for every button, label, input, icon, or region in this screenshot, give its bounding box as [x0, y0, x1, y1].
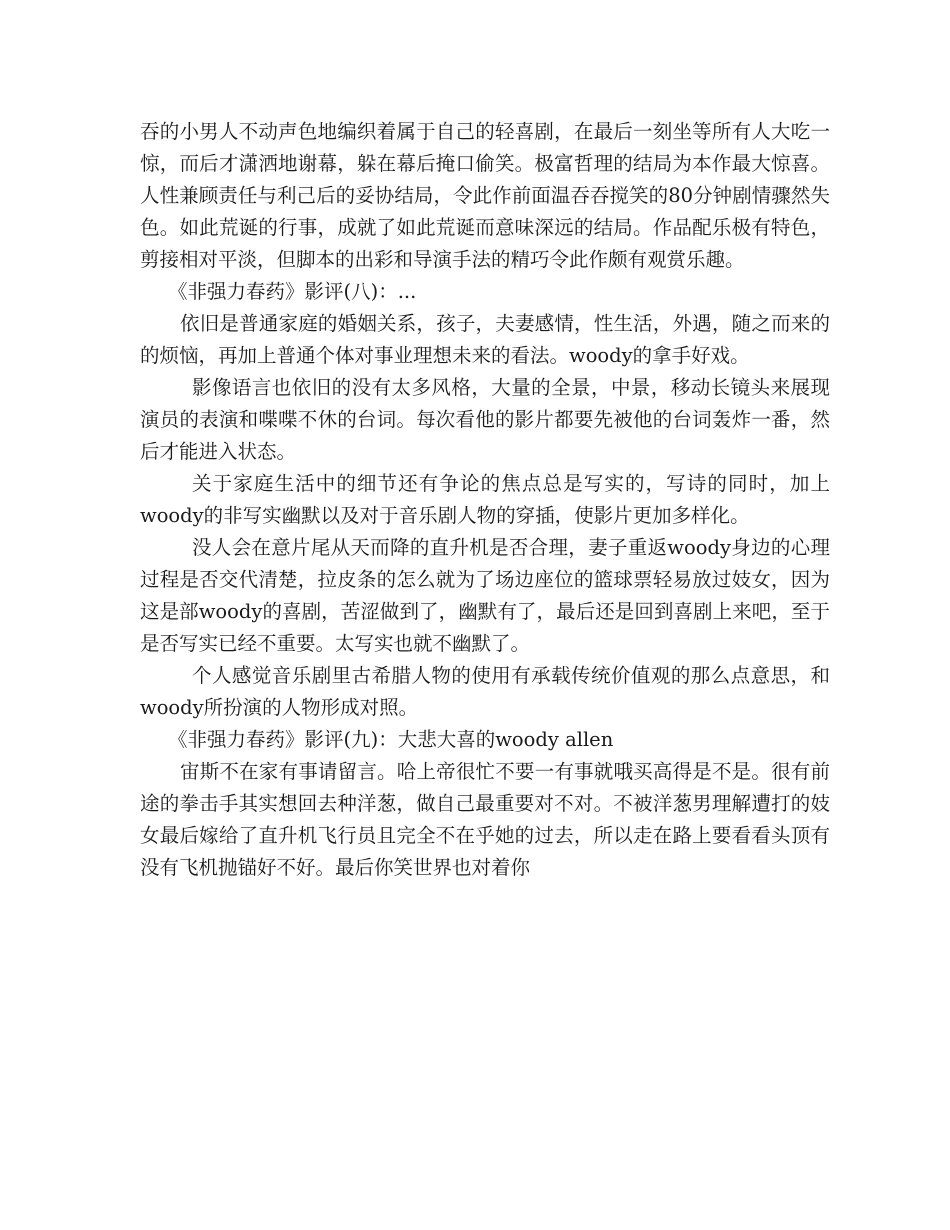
- review-8-heading: 《非强力春药》影评(八)：...: [168, 280, 417, 303]
- paragraph-review-7-ending: 吞的小男人不动声色地编织着属于自己的轻喜剧，在最后一刻坐等所有人大吃一惊，而后才潇洒地谢幕，躲在幕后掩口偷笑。极富哲理的结局为本作最大惊喜。人性兼顾责任与利己后的妥协结局，令此作前面温吞吞搅笑的80分钟剧情骤然失色。如此荒诞的行事，成就了如此荒诞而意味深远的结局。作品配乐极有特色，剪接相对平淡，但脚本的出彩和导演手法的精巧令此作颇有观赏乐趣。: [140, 120, 830, 271]
- paragraph-review-8-greek-chorus: 个人感觉音乐剧里古希腊人物的使用有承载传统价值观的那么点意思，和woody所扮演的人物形成对照。: [140, 664, 830, 719]
- paragraph-review-8-ending: 没人会在意片尾从天而降的直升机是否合理，妻子重返woody身边的心理过程是否交代清楚，拉皮条的怎么就为了场边座位的篮球票轻易放过妓女，因为这是部woody的喜剧，苦涩做到了，幽默有了，最后还是回到喜剧上来吧，至于是否写实已经不重要。太写实也就不幽默了。: [140, 536, 830, 655]
- paragraph-review-8-visual-language: 影像语言也依旧的没有太多风格，大量的全景，中景，移动长镜头来展现演员的表演和喋喋不休的台词。每次看他的影片都要先被他的台词轰炸一番，然后才能进入状态。: [140, 376, 830, 463]
- paragraph-review-8-family-life: 关于家庭生活中的细节还有争论的焦点总是写实的，写诗的同时，加上woody的非写实幽默以及对于音乐剧人物的穿插，使影片更加多样化。: [140, 472, 830, 527]
- paragraph-review-8-intro: 依旧是普通家庭的婚姻关系，孩子，夫妻感情，性生活，外遇，随之而来的的烦恼，再加上普通个体对事业理想未来的看法。woody的拿手好戏。: [140, 312, 830, 367]
- review-9-heading: 《非强力春药》影评(九)：大悲大喜的woody allen: [168, 728, 614, 751]
- document-body: [140, 116, 830, 884]
- paragraph-review-9-body: 宙斯不在家有事请留言。哈上帝很忙不要一有事就哦买高得是不是。很有前途的拳击手其实想回去种洋葱，做自己最重要对不对。不被洋葱男理解遭打的妓女最后嫁给了直升机飞行员且完全不在乎她的过去，所以走在路上要看看头顶有没有飞机抛锚好不好。最后你笑世界也对着你: [140, 760, 830, 879]
